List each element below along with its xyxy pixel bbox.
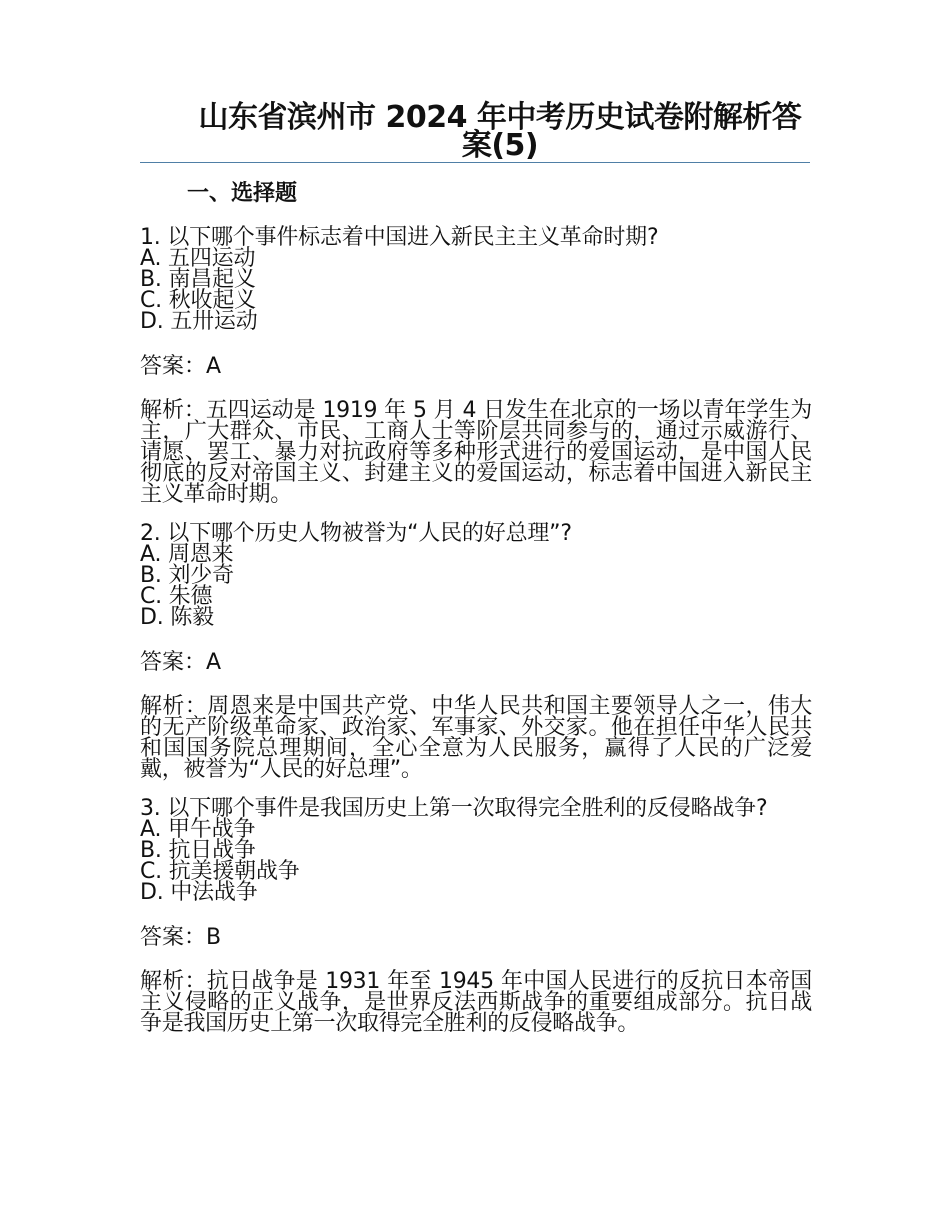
analysis-paragraph: 解析：抗日战争是 1931 年至 1945 年中国人民进行的反抗日本帝国主义侵略的正义战争，是世界反法西斯战争的重要组成部分。抗日战争是我国历史上第一次取得完全胜利的反侵略战争。 (140, 969, 812, 1036)
question-list (140, 227, 812, 1034)
option-item: C. 朱德 (140, 584, 213, 609)
option-list (140, 248, 812, 332)
section-heading: 一、选择题 (187, 181, 298, 206)
question-stem: 3. 以下哪个事件是我国历史上第一次取得完全胜利的反侵略战争? (140, 796, 768, 821)
option-item: A. 五四运动 (140, 246, 256, 271)
option-item: D. 五卅运动 (140, 309, 258, 334)
option-item: C. 抗美援朝战争 (140, 859, 300, 884)
question-stem: 2. 以下哪个历史人物被誉为“人民的好总理”? (140, 521, 572, 546)
option-list (140, 544, 812, 628)
title-divider (140, 162, 810, 163)
analysis-paragraph: 解析：周恩来是中国共产党、中华人民共和国主要领导人之一，伟大的无产阶级革命家、政治家、军事家、外交家。他在担任中华人民共和国国务院总理期间，全心全意为人民服务，赢得了人民的广泛爱戴，被誉为“人民的好总理”。 (140, 694, 812, 782)
option-item: C. 秋收起义 (140, 288, 256, 313)
option-item: B. 抗日战争 (140, 838, 256, 863)
question-stem: 1. 以下哪个事件标志着中国进入新民主主义革命时期? (140, 225, 659, 250)
answer-line: 答案：A (140, 650, 222, 675)
option-item: B. 刘少奇 (140, 563, 234, 588)
option-item: D. 陈毅 (140, 605, 214, 630)
analysis-paragraph: 解析：五四运动是 1919 年 5 月 4 日发生在北京的一场以青年学生为主，广大群众、市民、工商人士等阶层共同参与的，通过示威游行、请愿、罢工、暴力对抗政府等多种形式进行的爱国运动，是中国人民彻底的反对帝国主义、封建主义的爱国运动，标志着中国进入新民主主义革命时期。 (140, 398, 812, 507)
option-item: A. 周恩来 (140, 542, 234, 567)
question-item (140, 798, 812, 1034)
answer-line: 答案：A (140, 354, 222, 379)
option-item: B. 南昌起义 (140, 267, 256, 292)
option-list (140, 819, 812, 903)
answer-line: 答案：B (140, 925, 222, 950)
question-item (140, 523, 812, 780)
option-item: A. 甲午战争 (140, 817, 256, 842)
option-item: D. 中法战争 (140, 880, 258, 905)
question-item (140, 227, 812, 505)
document-title: 山东省滨州市 2024 年中考历史试卷附解析答案(5) (198, 100, 802, 163)
